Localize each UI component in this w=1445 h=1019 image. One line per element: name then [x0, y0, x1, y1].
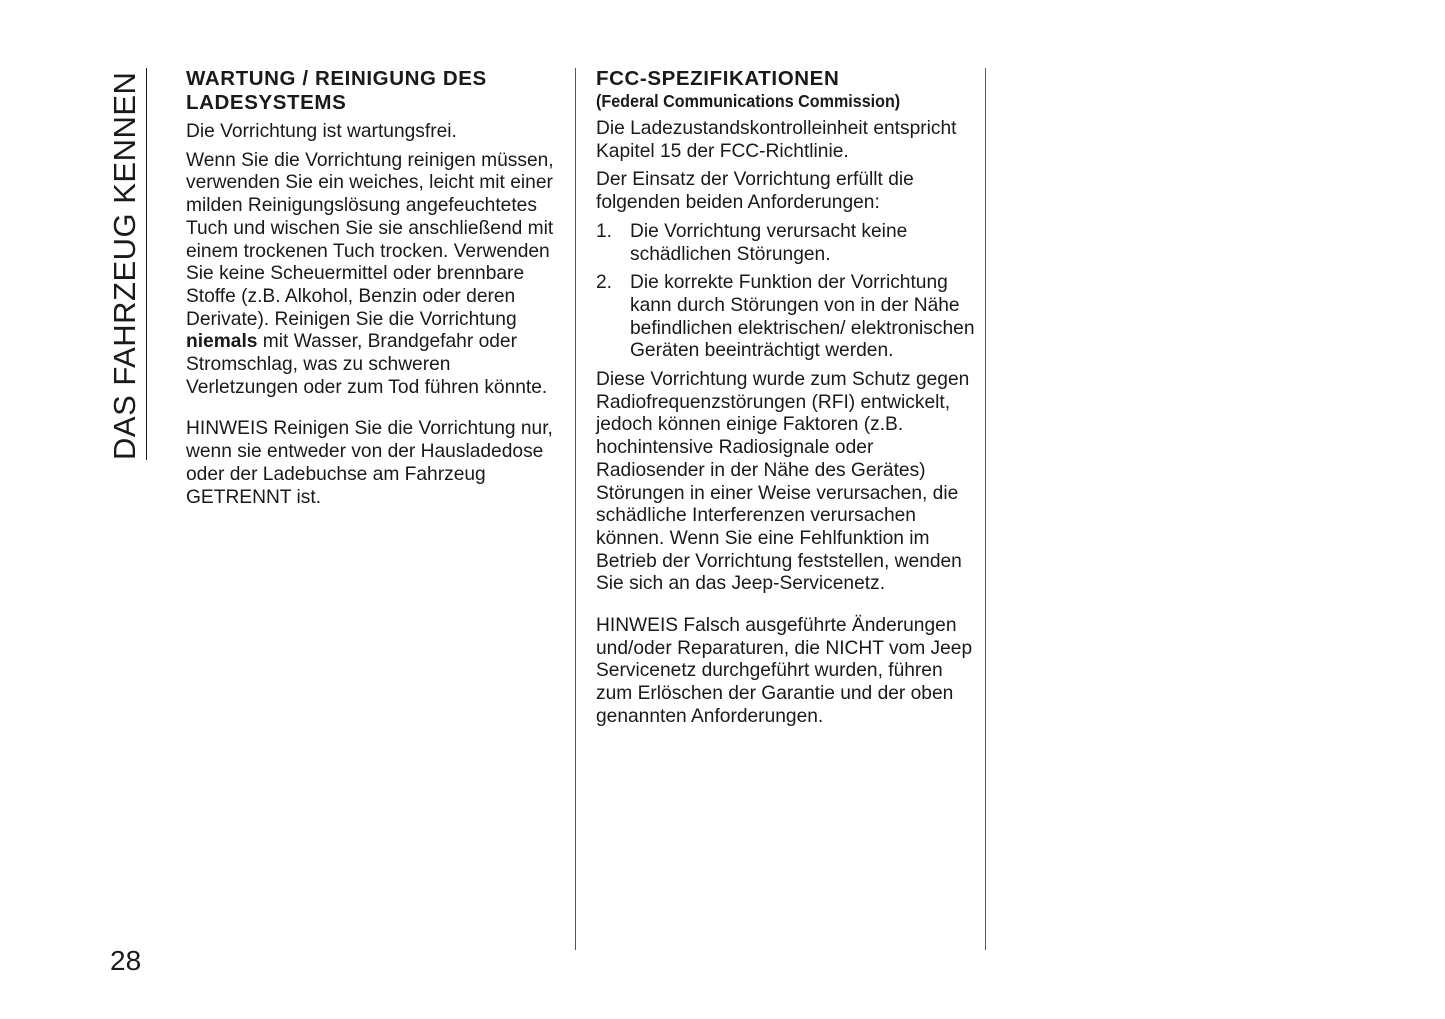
cleaning-text-part1: Wenn Sie die Vorrichtung reinigen müssen, verwenden Sie ein weiches, leicht mit einer milden Reinigungslösung angefeuchtetes Tuch und wischen Sie sie anschließend mit einem trockenen Tuch trocken. Verwenden Sie keine Scheuermittel oder brennbare Stoffe (z.B. Alkohol, Benzin oder deren Derivate). Reinigen Sie die Vorrichtung	[186, 149, 554, 330]
maintenance-intro: Die Vorrichtung ist wartungsfrei.	[186, 121, 457, 142]
right-column	[596, 66, 976, 729]
fcc-compliance-text: Die Ladezustandskontrolleinheit entspricht Kapitel 15 der FCC-Richtlinie.	[596, 118, 957, 162]
cleaning-instructions	[186, 150, 564, 400]
fcc-requirements-intro: Der Einsatz der Vorrichtung erfüllt die folgenden beiden Anforderungen:	[596, 169, 914, 214]
list-item-number: 1.	[596, 220, 613, 242]
column-divider	[985, 68, 986, 950]
fcc-heading: FCC-SPEZIFIKATIONEN	[596, 67, 840, 90]
list-item-text: Die Vorrichtung verursacht keine schädlichen Störungen.	[630, 220, 908, 265]
cleaning-note: HINWEIS Reinigen Sie die Vorrichtung nur, wenn sie entweder von der Hausladedose oder der Ladebuchse am Fahrzeug GETRENNT ist.	[186, 418, 553, 508]
list-item-text: Die korrekte Funktion der Vorrichtung kann durch Störungen von in der Nähe befindlichen elektrischen/ elektronischen Geräten beeinträchtigt werden.	[630, 272, 975, 362]
maintenance-heading: WARTUNG / REINIGUNG DES LADESYSTEMS	[186, 67, 487, 114]
chapter-title: DAS FAHRZEUG KENNEN	[107, 71, 142, 460]
fcc-subheading: (Federal Communications Commission)	[596, 91, 901, 111]
list-item-number: 2.	[596, 272, 613, 294]
spacer	[596, 596, 976, 615]
emphasis-never: niemals	[186, 331, 258, 353]
list-item	[596, 221, 976, 266]
spacer	[186, 399, 564, 418]
fcc-note: HINWEIS Falsch ausgeführte Änderungen und/oder Reparaturen, die NICHT vom Jeep Servicenetz durchgeführt wurden, führen zum Erlöschen der Garantie und der oben genannten Anforderungen.	[596, 615, 973, 727]
page-number: 28	[110, 945, 142, 976]
cleaning-text-part2: mit Wasser, Brandgefahr oder Stromschlag, was zu schweren Verletzungen oder zum Tod führen könnte.	[186, 331, 548, 398]
requirements-list	[596, 221, 976, 363]
left-column	[186, 66, 564, 509]
list-item	[596, 272, 976, 363]
column-divider	[575, 68, 576, 950]
rfi-protection-text: Diese Vorrichtung wurde zum Schutz gegen Radiofrequenzstörungen (RFI) entwickelt, jedoch können einige Faktoren (z.B. hochintensive Radiosignale oder Radiosender in der Nähe des Gerätes) Störungen in einer Weise verursachen, die schädliche Interferenzen verursachen können. Wenn Sie eine Fehlfunktion im Betrieb der Vorrichtung feststellen, wenden Sie sich an das Jeep-Servicenetz.	[596, 369, 970, 595]
chapter-sidebar	[100, 68, 147, 460]
